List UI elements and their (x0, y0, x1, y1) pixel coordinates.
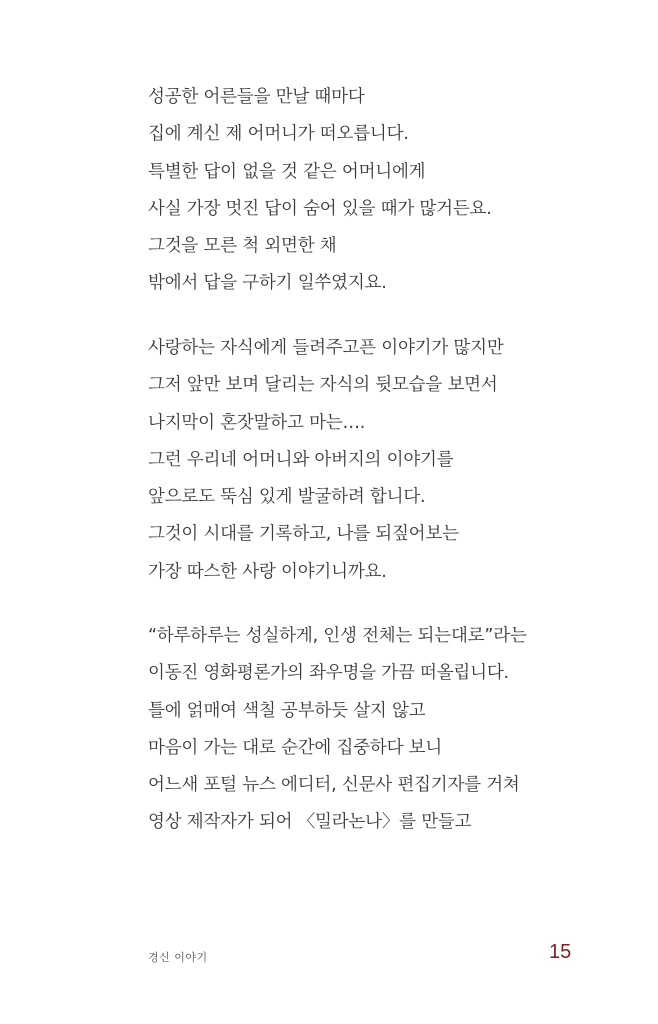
text-line: 그저 앞만 보며 달리는 자식의 뒷모습을 보면서 (148, 375, 498, 396)
text-line: 가장 따스한 사랑 이야기니까요. (148, 561, 387, 582)
text-line: 마음이 가는 대로 순간에 집중하다 보니 (148, 737, 443, 758)
text-line: 그런 우리네 어머니와 아버지의 이야기를 (148, 449, 454, 470)
text-line: 그것이 시대를 기록하고, 나를 되짚어보는 (148, 524, 459, 545)
text-line: 사실 가장 멋진 답이 숨어 있을 때가 많거든요. (148, 198, 492, 219)
text-line: “하루하루는 성실하게, 인생 전체는 되는대로”라는 (148, 626, 527, 646)
text-line: 영상 제작자가 되어 〈밀라논나〉를 만들고 (148, 812, 472, 833)
text-line: 나지막이 혼잣말하고 마는…. (148, 412, 366, 433)
text-line: 어느새 포털 뉴스 에디터, 신문사 편집기자를 거쳐 (148, 775, 520, 796)
text-line: 특별한 답이 없을 것 같은 어머니에게 (148, 161, 426, 182)
text-line: 이동진 영화평론가의 좌우명을 가끔 떠올립니다. (148, 663, 509, 684)
paragraph-2 (148, 330, 628, 591)
text-line: 사랑하는 자식에게 들려주고픈 이야기가 많지만 (148, 338, 504, 358)
text-line: 틀에 얽매여 색칠 공부하듯 살지 않고 (148, 700, 426, 721)
page-number: 15 (549, 941, 572, 963)
paragraph-3 (148, 618, 628, 842)
text-line: 그것을 모른 척 외면한 채 (148, 236, 337, 257)
text-line: 성공한 어른들을 만날 때마다 (148, 87, 365, 107)
paragraph-1 (148, 79, 628, 303)
text-line: 집에 계신 제 어머니가 떠오릅니다. (148, 124, 409, 145)
running-title: 경신 이야기 (148, 951, 208, 964)
text-line: 밖에서 답을 구하기 일쑤였지요. (148, 273, 387, 294)
text-line: 앞으로도 뚝심 있게 발굴하려 합니다. (148, 487, 426, 508)
